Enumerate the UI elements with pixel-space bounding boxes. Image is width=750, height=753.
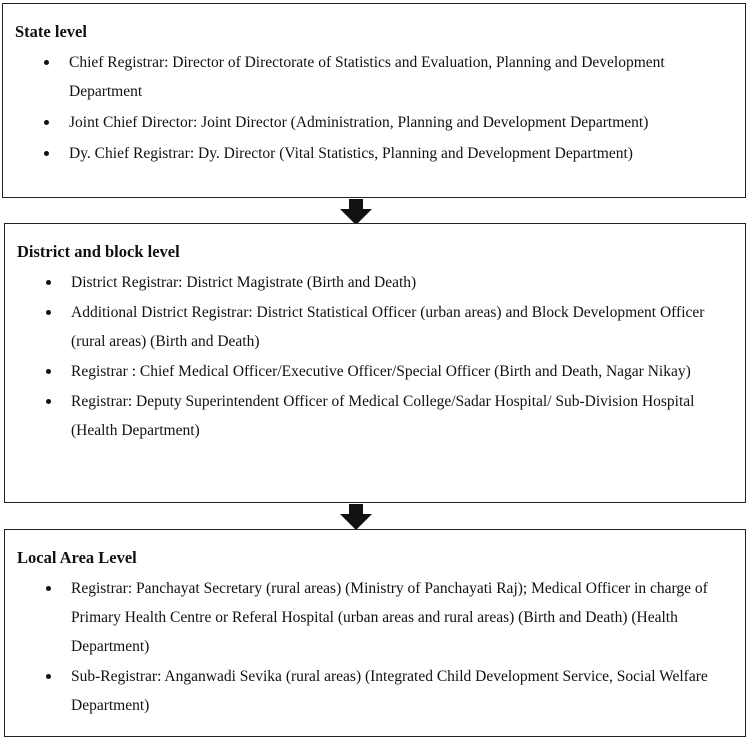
down-arrow-icon [340, 199, 372, 225]
list-item [69, 139, 729, 168]
bullet-icon [46, 586, 51, 591]
list-item-text: Chief Registrar: Director of Directorate of Statistics and Evaluation, Planning and Development Department [69, 54, 665, 100]
list-item-text: Registrar: Panchayat Secretary (rural areas) (Ministry of Panchayati Raj); Medical Officer in charge of Primary Health Centre or Referal Hospital (urban areas and rural areas) (Birth and Death) (Health Department) [71, 580, 708, 655]
district-level-box [4, 223, 746, 503]
down-arrow-icon [340, 504, 372, 530]
list-item-text: Dy. Chief Registrar: Dy. Director (Vital Statistics, Planning and Development Department) [69, 145, 633, 162]
bullet-icon [46, 280, 51, 285]
list-item-text: Registrar: Deputy Superintendent Officer of Medical College/Sadar Hospital/ Sub-Division Hospital (Health Department) [71, 393, 695, 439]
bullet-icon [44, 60, 49, 65]
local-level-title: Local Area Level [17, 548, 137, 567]
list-item [71, 268, 731, 297]
list-item [69, 48, 729, 106]
list-item-text: District Registrar: District Magistrate (Birth and Death) [71, 274, 417, 291]
list-item-text: Registrar : Chief Medical Officer/Executive Officer/Special Officer (Birth and Death, Nagar Nikay) [71, 363, 691, 380]
district-level-title: District and block level [17, 242, 180, 261]
state-level-list [69, 48, 729, 168]
state-level-box [2, 3, 746, 198]
list-item [69, 108, 729, 137]
list-item [71, 357, 731, 386]
state-level-title: State level [15, 22, 87, 41]
list-item-text: Joint Chief Director: Joint Director (Administration, Planning and Development Department) [69, 114, 649, 131]
bullet-icon [46, 674, 51, 679]
list-item [71, 662, 731, 720]
list-item [71, 574, 731, 661]
district-level-list [71, 268, 731, 445]
local-level-list [71, 574, 731, 720]
bullet-icon [44, 151, 49, 156]
list-item [71, 298, 731, 356]
local-level-box [4, 529, 746, 737]
bullet-icon [46, 369, 51, 374]
bullet-icon [44, 120, 49, 125]
list-item-text: Additional District Registrar: District Statistical Officer (urban areas) and Block Development Officer (rural areas) (Birth and Death) [71, 304, 705, 350]
bullet-icon [46, 310, 51, 315]
bullet-icon [46, 399, 51, 404]
list-item [71, 387, 731, 445]
list-item-text: Sub-Registrar: Anganwadi Sevika (rural areas) (Integrated Child Development Service, Social Welfare Department) [71, 668, 708, 714]
